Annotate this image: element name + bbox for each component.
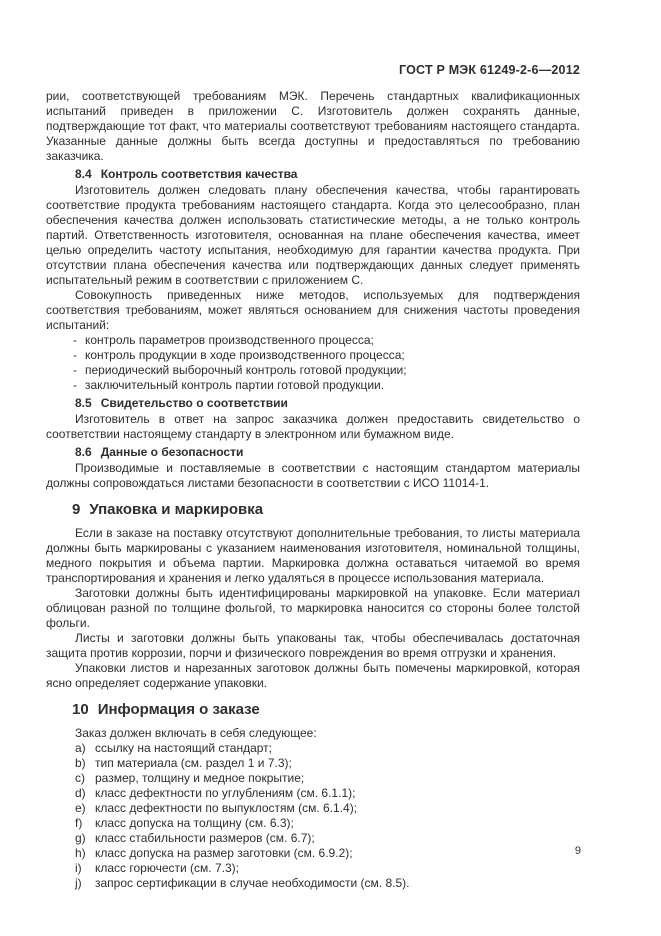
list-marker: g) xyxy=(75,831,86,845)
heading-10 xyxy=(46,700,580,719)
list-marker: h) xyxy=(75,846,86,860)
list-item xyxy=(46,333,580,348)
list-item xyxy=(46,846,580,861)
dash-marker: - xyxy=(73,378,77,392)
paragraph: Заказ должен включать в себя следующее: xyxy=(75,726,317,740)
list-marker: b) xyxy=(75,756,86,770)
list-item xyxy=(46,816,580,831)
page-number: 9 xyxy=(574,845,581,857)
lettered-list xyxy=(46,741,580,891)
list-marker: e) xyxy=(75,801,86,815)
heading-title: Свидетельство о соответствии xyxy=(100,396,288,410)
list-marker: j) xyxy=(75,876,82,890)
paragraph-continuation: рии, соответствующей требованиям МЭК. Перечень стандартных квалификационных испытаний приведен в приложении С. Изготовитель должен сохранять данные, подтверждающие тот факт, что материалы соответствуют требованиям настоящего стандарта. Указанные данные должны быть всегда доступны и предоставляться по требованию заказчика. xyxy=(46,89,580,163)
running-header: ГОСТ Р МЭК 61249-2-6—2012 xyxy=(399,63,580,77)
heading-title: Данные о безопасности xyxy=(100,445,244,459)
paragraph: Листы и заготовки должны быть упакованы так, чтобы обеспечивалась достаточная защита против коррозии, порчи и физического повреждения во время отгрузки и хранения. xyxy=(46,631,580,660)
list-item xyxy=(46,861,580,876)
paragraph: Производимые и поставляемые в соответствии с настоящим стандартом материалы должны сопровождаться листами безопасности в соответствии с ИСО 11014-1. xyxy=(46,461,580,490)
list-item-text: тип материала (см. раздел 1 и 7.3); xyxy=(95,756,292,770)
heading-8-5 xyxy=(46,396,580,411)
list-item-text: запрос сертификации в случае необходимости (см. 8.5). xyxy=(95,876,410,890)
list-item xyxy=(46,801,580,816)
dash-marker: - xyxy=(73,363,77,377)
list-item xyxy=(46,741,580,756)
heading-8-4 xyxy=(46,167,580,182)
list-item-text: класс дефектности по углублениям (см. 6.1.1); xyxy=(95,786,356,800)
paragraph: Упаковки листов и нарезанных заготовок должны быть помечены маркировкой, которая ясно определяет содержание упаковки. xyxy=(46,661,580,690)
dash-marker: - xyxy=(73,333,77,347)
list-marker: d) xyxy=(75,786,86,800)
list-item-text: класс стабильности размеров (см. 6.7); xyxy=(95,831,315,845)
paragraph: Заготовки должны быть идентифицированы маркировкой на упаковке. Если материал облицован разной по толщине фольгой, то маркировка наносится со стороны более толстой фольги. xyxy=(46,586,580,630)
list-item-text: класс допуска на толщину (см. 6.3); xyxy=(95,816,294,830)
dash-list xyxy=(46,333,580,393)
heading-number: 8.6 xyxy=(75,445,92,459)
list-item xyxy=(46,378,580,393)
paragraph: Изготовитель должен следовать плану обеспечения качества, чтобы гарантировать соответствие продукта требованиям настоящего стандарта. Когда это целесообразно, план обеспечения качества должен использовать статистические методы, а не только контроль партий. Ответственность изготовителя, основанная на плане обеспечения качества, имеет целью определить частоту испытания, необходимую для гарантии качества продукта. При отсутствии плана обеспечения качества или подтверждающих данных следует применять испытательный режим в соответствии с приложением С. xyxy=(46,183,580,287)
list-item xyxy=(46,363,580,378)
list-item-text: контроль продукции в ходе производственного процесса; xyxy=(85,348,405,362)
list-item-text: ссылку на настоящий стандарт; xyxy=(95,741,273,755)
heading-number: 10 xyxy=(72,701,89,718)
list-marker: f) xyxy=(75,816,83,830)
heading-number: 8.4 xyxy=(75,167,92,181)
paragraph: Если в заказе на поставку отсутствуют дополнительные требования, то листы материала должны быть маркированы с указанием наименования изготовителя, номинальной толщины, медного покрытия и объема партии. Маркировка должна оставаться читаемой во время транспортирования и хранения и легко удаляться в процессе использования материала. xyxy=(46,526,580,585)
list-item xyxy=(46,348,580,363)
list-marker: a) xyxy=(75,741,86,755)
heading-title: Контроль соответствия качества xyxy=(100,167,298,181)
dash-marker: - xyxy=(73,348,77,362)
list-item xyxy=(46,786,580,801)
paragraph: Совокупность приведенных ниже методов, используемых для подтверждения соответствия требованиям, может являться основанием для снижения частоты проведения испытаний: xyxy=(46,288,580,332)
list-item xyxy=(46,876,580,891)
heading-title: Информация о заказе xyxy=(97,701,260,718)
list-item xyxy=(46,771,580,786)
list-item-text: периодический выборочный контроль готовой продукции; xyxy=(85,363,407,377)
heading-number: 9 xyxy=(72,501,81,518)
list-item-text: класс горючести (см. 7.3); xyxy=(95,861,239,875)
list-item-text: размер, толщину и медное покрытие; xyxy=(95,771,305,785)
list-item-text: контроль параметров производственного процесса; xyxy=(85,333,374,347)
paragraph: Изготовитель в ответ на запрос заказчика должен предоставить свидетельство о соответствии настоящему стандарту в электронном или бумажном виде. xyxy=(46,412,580,441)
list-item-text: заключительный контроль партии готовой продукции. xyxy=(85,378,385,392)
list-item xyxy=(46,756,580,771)
list-item xyxy=(46,831,580,846)
document-content xyxy=(46,89,580,891)
list-marker: i) xyxy=(75,861,82,875)
heading-8-6 xyxy=(46,445,580,460)
list-item-text: класс дефектности по выпуклостям (см. 6.1.4); xyxy=(95,801,358,815)
heading-9 xyxy=(46,500,580,519)
heading-title: Упаковка и маркировка xyxy=(89,501,264,518)
heading-number: 8.5 xyxy=(75,396,92,410)
list-marker: c) xyxy=(75,771,85,785)
list-item-text: класс допуска на размер заготовки (см. 6.9.2); xyxy=(95,846,353,860)
